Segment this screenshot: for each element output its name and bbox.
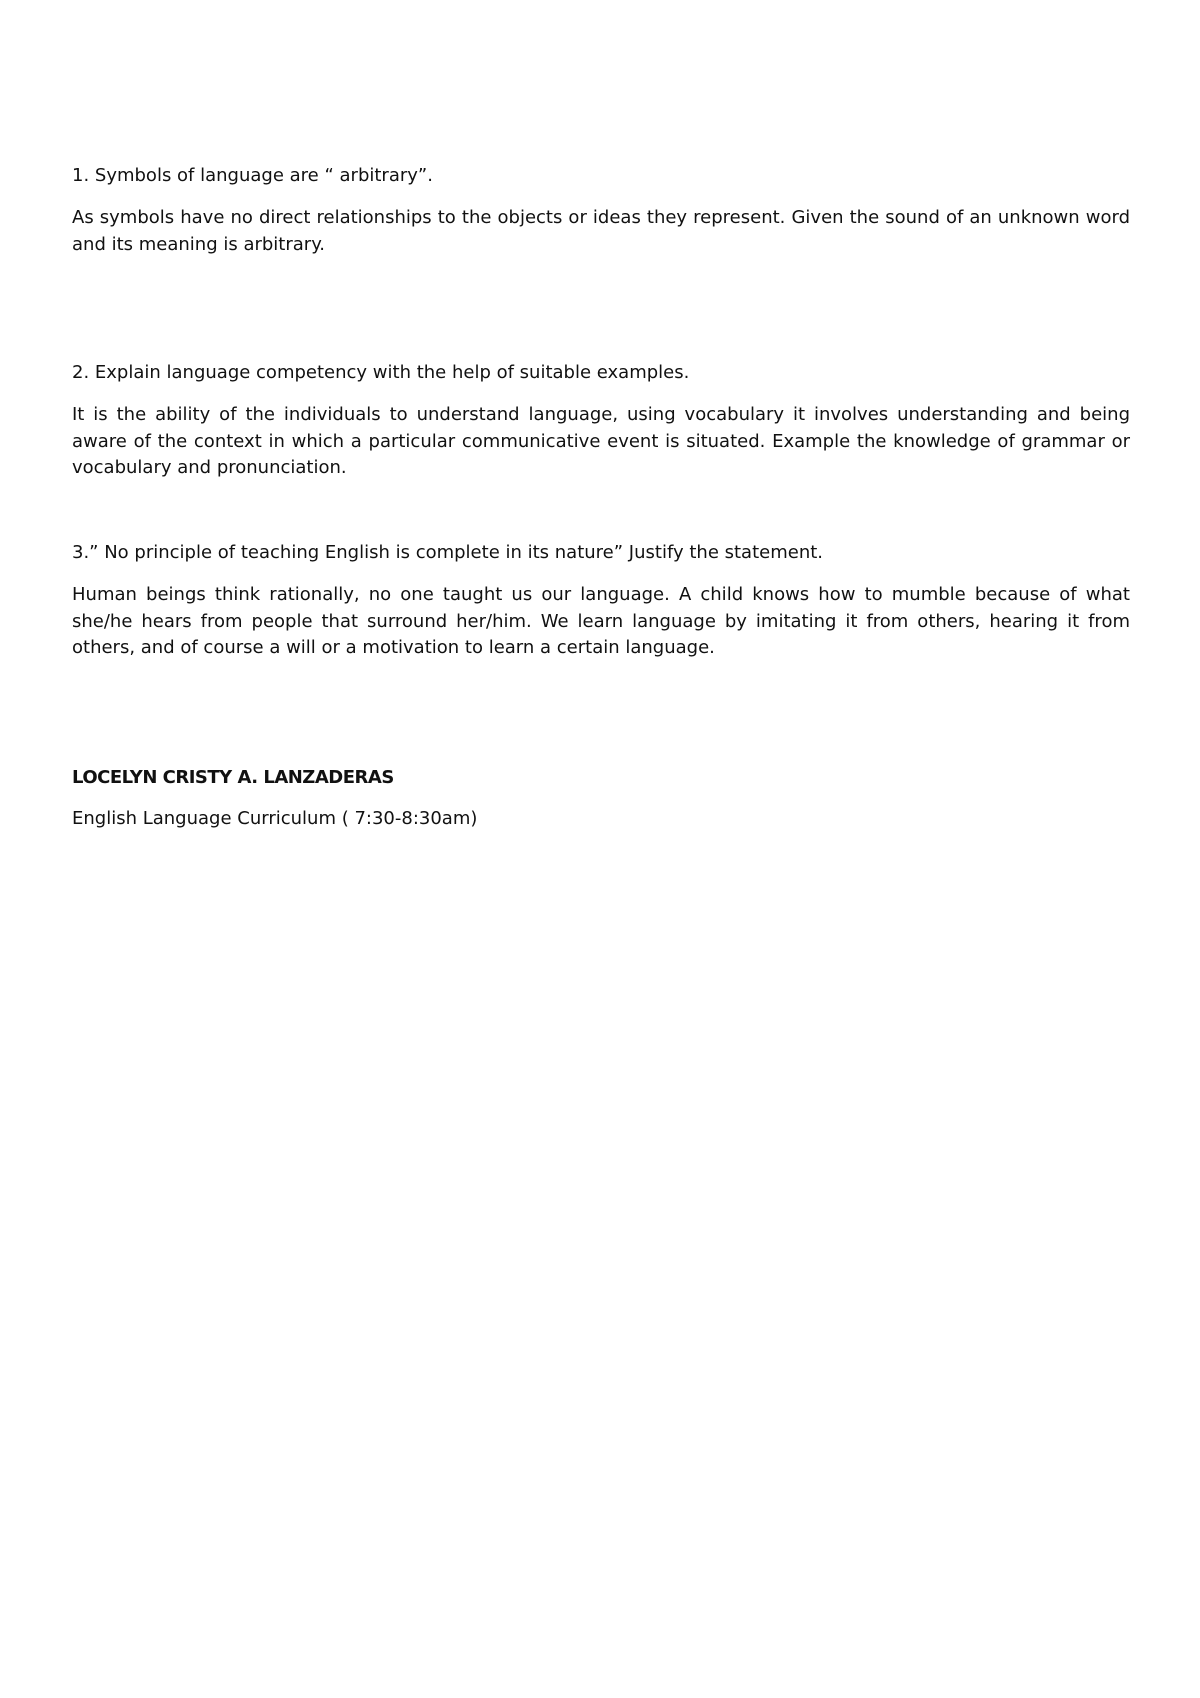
question-1: 1. Symbols of language are “ arbitrary”. xyxy=(72,165,433,186)
question-3: 3.” No principle of teaching English is complete in its nature” Justify the statement. xyxy=(72,542,824,563)
answer-2: It is the ability of the individuals to understand language, using vocabulary it involves understanding and being aware of the context in which a particular communicative event is situated. Example the knowledge of grammar or vocabulary and pronunciation. xyxy=(72,404,1130,478)
question-2: 2. Explain language competency with the help of suitable examples. xyxy=(72,362,690,383)
course-info: English Language Curriculum ( 7:30-8:30am) xyxy=(72,808,478,829)
author-name: LOCELYN CRISTY A. LANZADERAS xyxy=(72,767,394,788)
answer-3: Human beings think rationally, no one taught us our language. A child knows how to mumble because of what she/he hears from people that surround her/him. We learn language by imitating it from others, hearing it from others, and of course a will or a motivation to learn a certain language. xyxy=(72,584,1130,658)
answer-1: As symbols have no direct relationships to the objects or ideas they represent. Given the sound of an unknown word and its meaning is arbitrary. xyxy=(72,207,1130,255)
